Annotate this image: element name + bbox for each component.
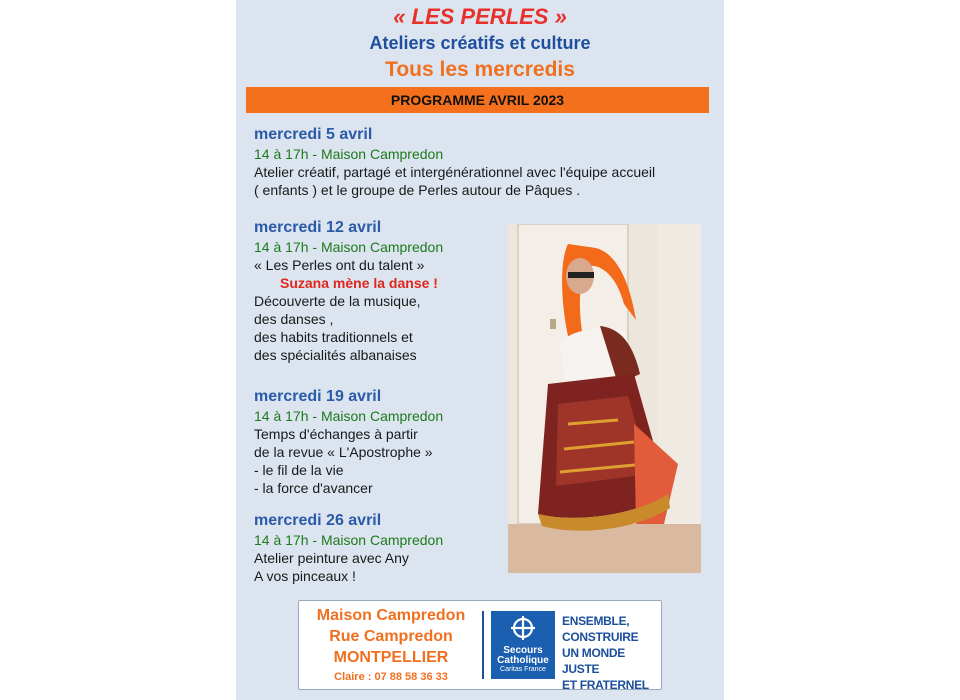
secours-catholique-cross-icon [491,611,555,645]
event-line: Découverte de la musique, [254,293,421,309]
flyer [236,0,724,700]
event-day: mercredi 5 avril [254,126,373,143]
page-title: « LES PERLES » [393,4,567,29]
logo-text: Secours Catholique [497,645,549,666]
program-banner: PROGRAMME AVRIL 2023 [246,87,709,113]
event-day: mercredi 26 avril [254,512,382,529]
address-block [299,605,483,686]
event-line: - la force d'avancer [254,480,373,496]
event-line: - le fil de la vie [254,462,344,478]
event-april-26 [254,510,504,585]
photo-illustration [508,224,701,573]
subtitle: Ateliers créatifs et culture [369,33,591,53]
event-line: des spécialités albanaises [254,347,417,363]
event-line: A vos pinceaux ! [254,568,356,584]
event-location: 14 à 17h - Maison Campredon [254,239,444,255]
slogan: ENSEMBLE, CONSTRUIRE UN MONDE JUSTE ET FRATERNEL [562,614,649,692]
event-location: 14 à 17h - Maison Campredon [254,146,444,162]
event-line: « Les Perles ont du talent » [254,257,425,273]
event-line: ( enfants ) et le groupe de Perles autour de Pâques . [254,182,581,198]
event-april-12 [254,217,504,364]
event-location: 14 à 17h - Maison Campredon [254,408,444,424]
secours-catholique-logo [491,611,555,679]
address-street: Rue Campredon [329,628,453,645]
event-line: Temps d'échanges à partir [254,426,418,442]
address-city: MONTPELLIER [333,649,449,666]
logo-subtext: Caritas France [500,666,546,673]
event-highlight: Suzana mène la danse ! [280,275,438,291]
event-line: Atelier peinture avec Any [254,550,409,566]
event-line: Atelier créatif, partagé et intergénérationnel avec l'équipe accueil [254,164,656,180]
event-line: de la revue « L'Apostrophe » [254,444,433,460]
footer-contact-box [298,600,662,690]
event-day: mercredi 19 avril [254,388,382,405]
event-line: des danses , [254,311,334,327]
address-venue: Maison Campredon [316,607,466,624]
schedule-text: Tous les mercredis [385,58,575,81]
event-location: 14 à 17h - Maison Campredon [254,532,444,548]
event-line: des habits traditionnels et [254,329,413,345]
divider [482,611,484,679]
event-april-19 [254,386,504,497]
event-day: mercredi 12 avril [254,219,382,236]
contact-phone: Claire : 07 88 58 36 33 [334,671,448,683]
event-april-5 [254,124,709,199]
woman-traditional-dress-photo [508,224,701,573]
